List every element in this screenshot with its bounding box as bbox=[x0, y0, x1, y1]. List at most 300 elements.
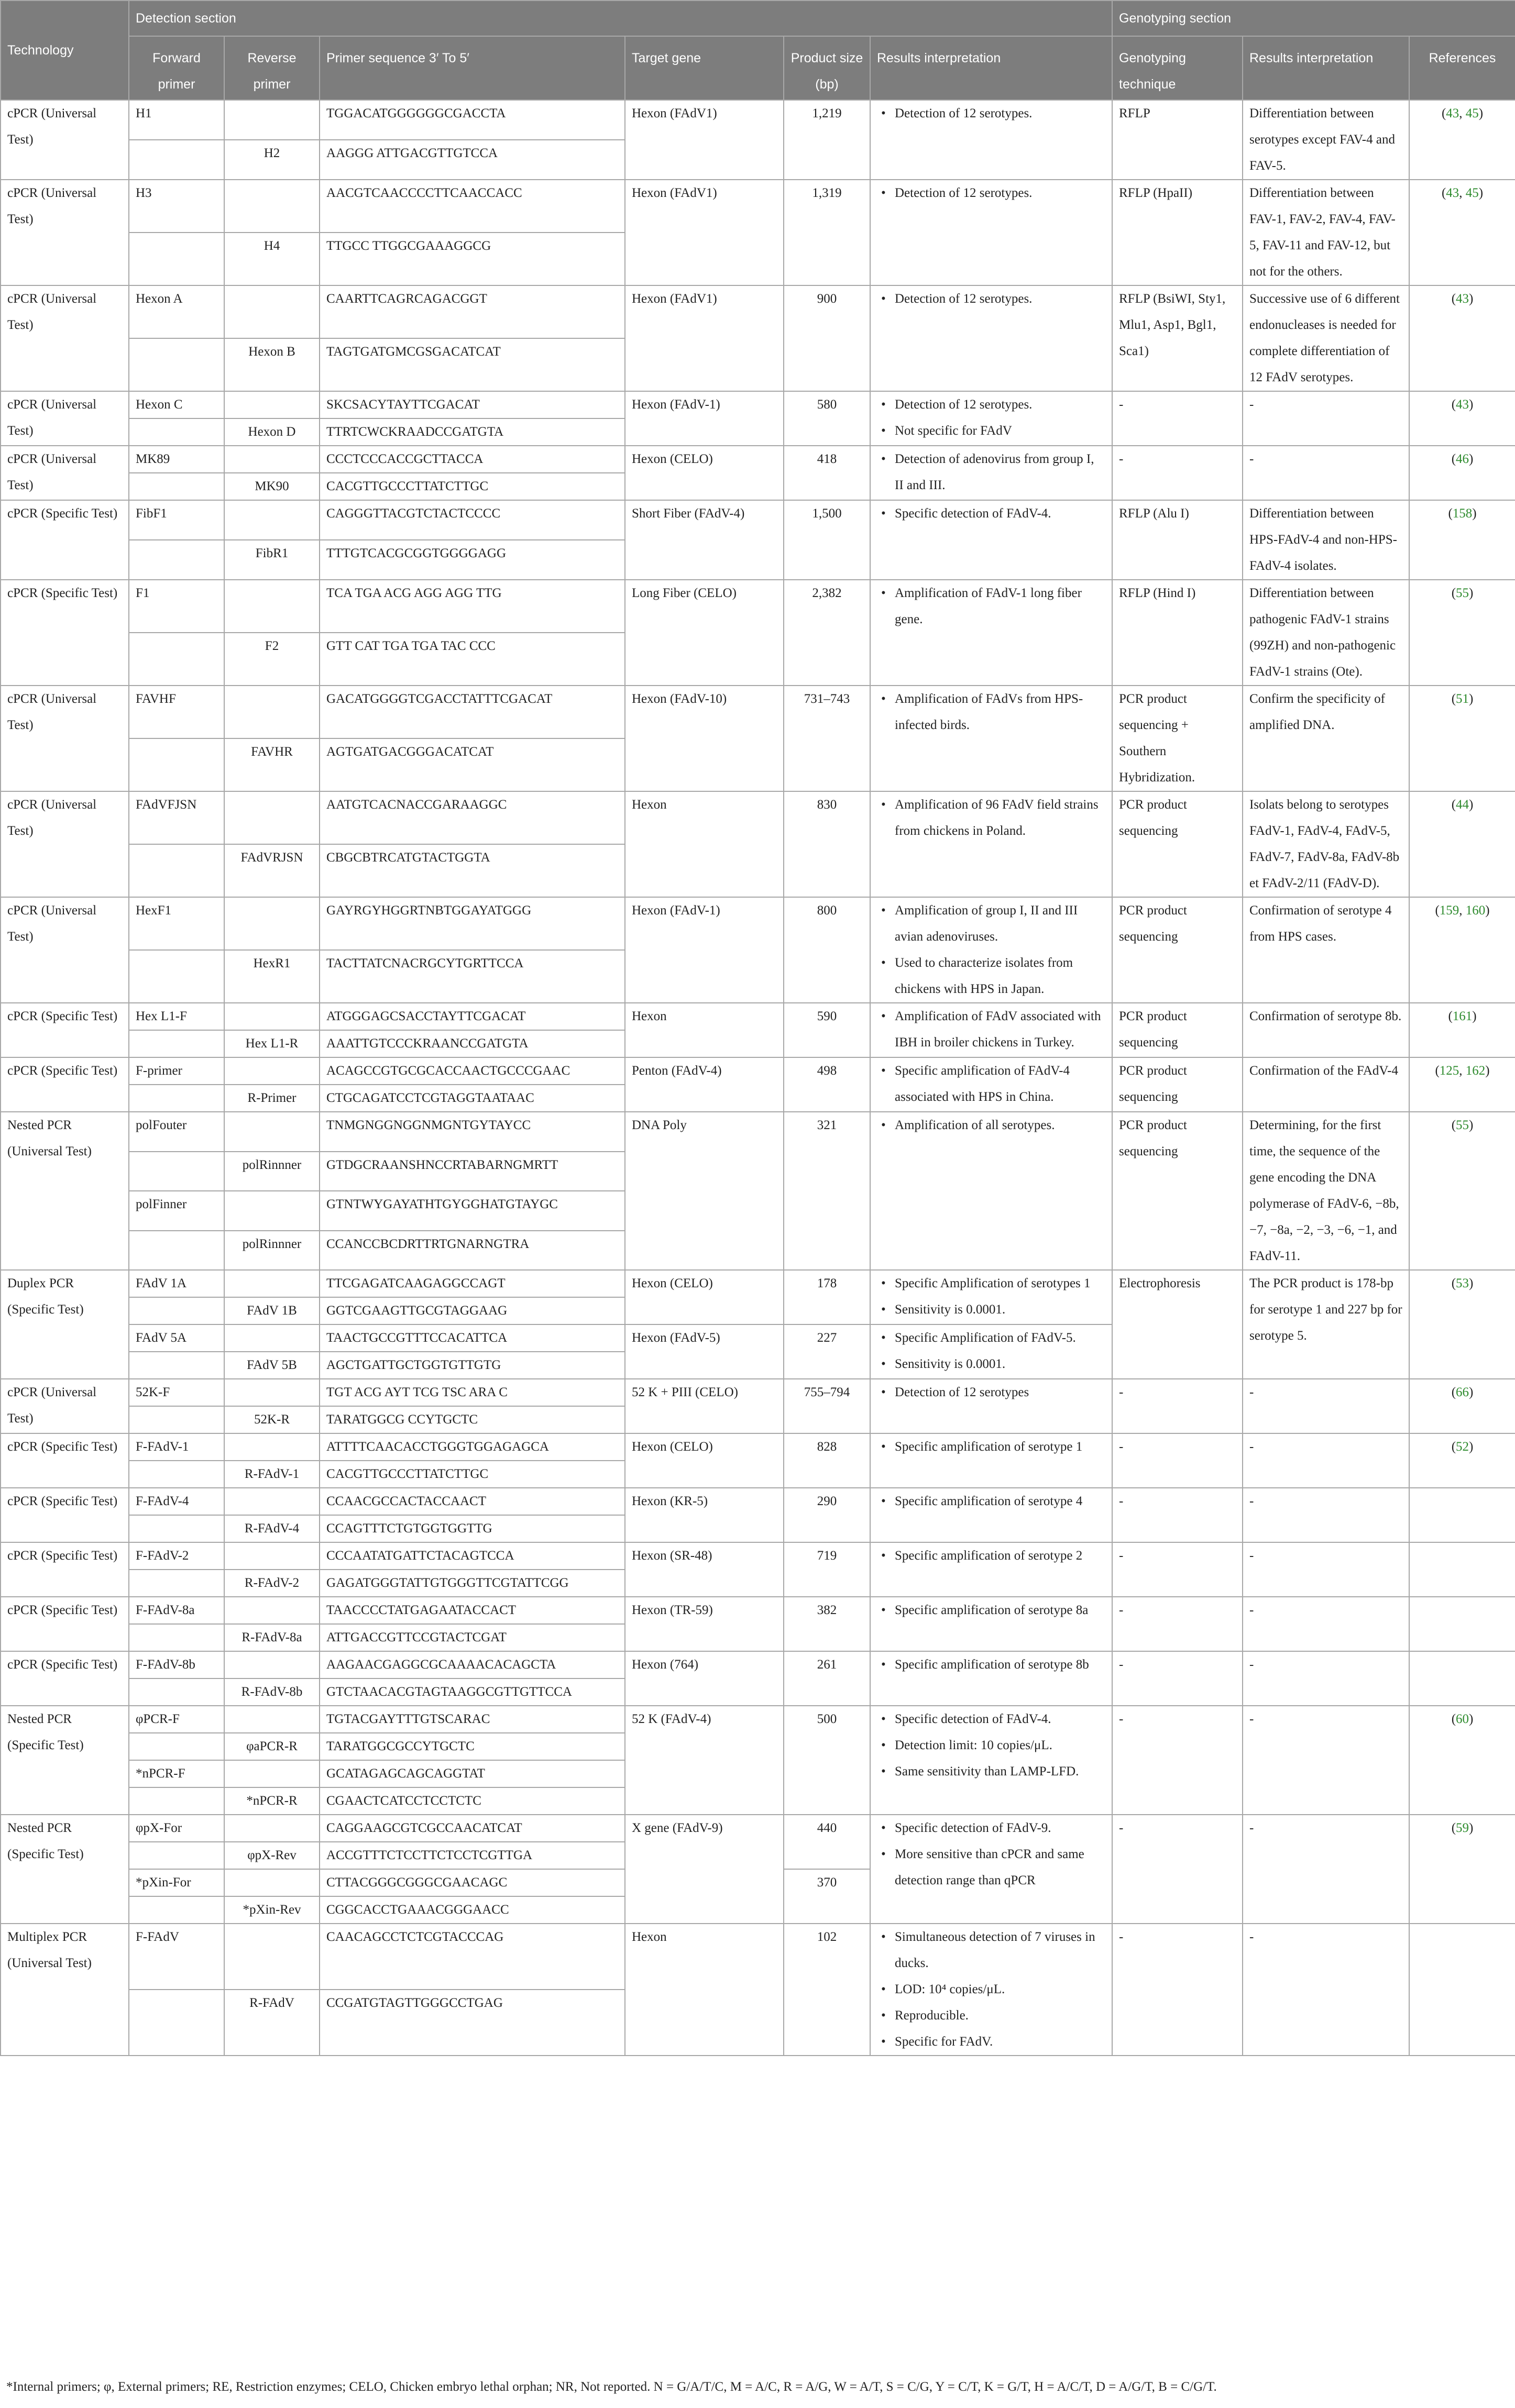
table-row bbox=[1, 1057, 1515, 1085]
target-gene: Hexon (FAdV-10) bbox=[625, 686, 784, 791]
references-cell bbox=[1409, 580, 1515, 686]
primer-sequence: CCCAATATGATTCTACAGTCCA bbox=[320, 1542, 625, 1570]
ref-open-paren: ( bbox=[1441, 106, 1446, 120]
ref-open-paren: ( bbox=[1451, 397, 1456, 412]
genotyping-results: Confirm the specificity of amplified DNA. bbox=[1243, 686, 1409, 791]
reverse-primer: polRinnner bbox=[224, 1231, 320, 1271]
forward-primer: H1 bbox=[129, 100, 224, 140]
reverse-primer: H2 bbox=[224, 140, 320, 180]
primer-sequence: CCCTCCCACCGCTTACCA bbox=[320, 446, 625, 473]
reverse-primer bbox=[224, 1597, 320, 1624]
primer-sequence: TTRTCWCKRAADCCGATGTA bbox=[320, 418, 625, 446]
reference-link[interactable]: 162 bbox=[1465, 1064, 1486, 1078]
reverse-primer bbox=[224, 1433, 320, 1461]
reverse-primer: R-FAdV bbox=[224, 1990, 320, 2056]
primer-sequence: ATTGACCGTTCCGTACTCGAT bbox=[320, 1624, 625, 1651]
forward-primer: *nPCR-F bbox=[129, 1760, 224, 1787]
reverse-primer: *nPCR-R bbox=[224, 1787, 320, 1815]
genotyping-results: - bbox=[1243, 1379, 1409, 1433]
references-cell bbox=[1409, 1057, 1515, 1112]
product-size: 500 bbox=[784, 1706, 870, 1815]
ref-open-paren: ( bbox=[1451, 798, 1456, 812]
references-cell bbox=[1409, 1597, 1515, 1651]
target-gene: Hexon (TR-59) bbox=[625, 1597, 784, 1651]
primer-sequence: GAYRGYHGGRTNBTGGAYATGGG bbox=[320, 897, 625, 950]
results-item: • Specific Amplification of FAdV-5. bbox=[877, 1325, 1105, 1351]
product-size: 321 bbox=[784, 1112, 870, 1270]
results-item: • Specific amplification of serotype 8b bbox=[877, 1652, 1105, 1678]
primer-sequence: CGAACTCATCCTCCTCTC bbox=[320, 1787, 625, 1815]
forward-primer: F-FAdV-1 bbox=[129, 1433, 224, 1461]
ref-close-paren: ) bbox=[1472, 1009, 1477, 1023]
references-cell bbox=[1409, 391, 1515, 446]
forward-primer bbox=[129, 1297, 224, 1324]
primer-sequence: AGCTGATTGCTGGTGTTGTG bbox=[320, 1352, 625, 1379]
table-row bbox=[1, 791, 1515, 844]
genotyping-technique: - bbox=[1112, 446, 1243, 500]
target-gene: DNA Poly bbox=[625, 1112, 784, 1270]
results-interpretation bbox=[870, 285, 1112, 391]
results-interpretation bbox=[870, 580, 1112, 686]
ref-open-paren: ( bbox=[1451, 1276, 1456, 1290]
reference-link[interactable]: 60 bbox=[1456, 1712, 1469, 1726]
primer-sequence: AAGAACGAGGCGCAAAACACAGCTA bbox=[320, 1651, 625, 1678]
reverse-primer: F2 bbox=[224, 633, 320, 686]
forward-primer bbox=[129, 540, 224, 580]
forward-primer bbox=[129, 1787, 224, 1815]
references-cell bbox=[1409, 1815, 1515, 1924]
genotyping-results: Confirmation of the FAdV-4 bbox=[1243, 1057, 1409, 1112]
genotyping-technique: - bbox=[1112, 1597, 1243, 1651]
results-item: • Amplification of FAdV associated with IBH in broiler chickens in Turkey. bbox=[877, 1003, 1105, 1056]
results-list bbox=[877, 1058, 1105, 1110]
results-item: • Not specific for FAdV bbox=[877, 418, 1105, 444]
reference-link[interactable]: 125 bbox=[1439, 1064, 1459, 1078]
forward-primer bbox=[129, 1152, 224, 1191]
references-cell bbox=[1409, 1003, 1515, 1057]
target-gene: Hexon bbox=[625, 791, 784, 897]
reverse-primer: R-Primer bbox=[224, 1085, 320, 1112]
table-row bbox=[1, 1488, 1515, 1515]
results-item: • Specific amplification of serotype 4 bbox=[877, 1488, 1105, 1515]
reverse-primer bbox=[224, 1057, 320, 1085]
results-list bbox=[877, 1112, 1105, 1139]
reverse-primer: Hexon D bbox=[224, 418, 320, 446]
results-interpretation bbox=[870, 1597, 1112, 1651]
reverse-primer bbox=[224, 100, 320, 140]
technology: Nested PCR (Specific Test) bbox=[1, 1706, 129, 1815]
results-item: • Amplification of group I, II and III avian adenoviruses. bbox=[877, 898, 1105, 950]
results-list bbox=[877, 501, 1105, 527]
product-size: 382 bbox=[784, 1597, 870, 1651]
primer-sequence: ATGGGAGCSACCTAYTTCGACAT bbox=[320, 1003, 625, 1030]
reference-link[interactable]: 55 bbox=[1456, 586, 1469, 600]
results-item: • LOD: 10⁴ copies/μL. bbox=[877, 1976, 1105, 2003]
genotyping-results: Isolats belong to serotypes FAdV-1, FAdV-4, FAdV-5, FAdV-7, FAdV-8a, FAdV-8b et FAdV-2/11 (FAdV-D). bbox=[1243, 791, 1409, 897]
header-product-size: Product size (bp) bbox=[784, 36, 870, 100]
reverse-primer bbox=[224, 1651, 320, 1678]
genotyping-results: - bbox=[1243, 446, 1409, 500]
genotyping-results: Determining, for the first time, the sequence of the gene encoding the DNA polymerase of FAdV-6, −8b, −7, −8a, −2, −3, −6, −1, and FAdV-11. bbox=[1243, 1112, 1409, 1270]
ref-separator: , bbox=[1459, 186, 1466, 200]
results-list bbox=[877, 1924, 1105, 2055]
product-size: 900 bbox=[784, 285, 870, 391]
genotyping-technique: RFLP (BsiWI, Sty1, Mlu1, Asp1, Bgl1, Sca1) bbox=[1112, 285, 1243, 391]
table-row bbox=[1, 180, 1515, 233]
product-size: 290 bbox=[784, 1488, 870, 1542]
primer-sequence: TAACTGCCGTTTCCACATTCA bbox=[320, 1324, 625, 1352]
product-size: 580 bbox=[784, 391, 870, 446]
primer-sequence: CAGGAAGCGTCGCCAACATCAT bbox=[320, 1815, 625, 1842]
product-size: 440 bbox=[784, 1815, 870, 1869]
technology: cPCR (Universal Test) bbox=[1, 391, 129, 446]
header-genotyping-section: Genotyping section bbox=[1112, 1, 1515, 36]
technology: cPCR (Universal Test) bbox=[1, 285, 129, 391]
primer-sequence: SKCSACYTAYTTCGACAT bbox=[320, 391, 625, 418]
reverse-primer bbox=[224, 791, 320, 844]
table-row bbox=[1, 1924, 1515, 1990]
genotyping-technique: RFLP (Alu I) bbox=[1112, 500, 1243, 580]
results-interpretation bbox=[870, 1542, 1112, 1597]
primer-sequence: GTDGCRAANSHNCCRTABARNGMRTT bbox=[320, 1152, 625, 1191]
results-item: • Specific amplification of serotype 1 bbox=[877, 1434, 1105, 1460]
technology: cPCR (Specific Test) bbox=[1, 1003, 129, 1057]
results-list bbox=[877, 446, 1105, 499]
reference-link[interactable]: 53 bbox=[1456, 1276, 1469, 1290]
references-cell bbox=[1409, 1651, 1515, 1706]
technology: cPCR (Universal Test) bbox=[1, 897, 129, 1003]
target-gene: X gene (FAdV-9) bbox=[625, 1815, 784, 1924]
target-gene: Hexon bbox=[625, 1924, 784, 2056]
forward-primer bbox=[129, 1733, 224, 1760]
ref-open-paren: ( bbox=[1451, 586, 1456, 600]
primer-sequence: TGTACGAYTTTGTSCARAC bbox=[320, 1706, 625, 1733]
technology: cPCR (Universal Test) bbox=[1, 1379, 129, 1433]
reverse-primer bbox=[224, 180, 320, 233]
forward-primer bbox=[129, 950, 224, 1003]
technology: cPCR (Universal Test) bbox=[1, 686, 129, 791]
target-gene: Hexon (FAdV1) bbox=[625, 100, 784, 180]
ref-open-paren: ( bbox=[1448, 506, 1453, 521]
reverse-primer: R-FAdV-4 bbox=[224, 1515, 320, 1542]
reference-link[interactable]: 52 bbox=[1456, 1440, 1469, 1454]
header-forward-primer: Forward primer bbox=[129, 36, 224, 100]
results-item: • Specific detection of FAdV-9. bbox=[877, 1815, 1105, 1841]
technology: cPCR (Universal Test) bbox=[1, 100, 129, 180]
table-row bbox=[1, 580, 1515, 633]
forward-primer: Hexon C bbox=[129, 391, 224, 418]
results-item: • Detection of 12 serotypes. bbox=[877, 101, 1105, 127]
header-references: References bbox=[1409, 36, 1515, 100]
results-interpretation bbox=[870, 1488, 1112, 1542]
results-item: • Specific amplification of serotype 8a bbox=[877, 1597, 1105, 1623]
reference-link[interactable]: 43 bbox=[1446, 106, 1459, 120]
forward-primer bbox=[129, 1678, 224, 1706]
results-list bbox=[877, 792, 1105, 844]
ref-close-paren: ) bbox=[1485, 1064, 1490, 1078]
ref-close-paren: ) bbox=[1469, 798, 1474, 812]
genotyping-technique: - bbox=[1112, 1433, 1243, 1488]
reference-link[interactable]: 159 bbox=[1439, 903, 1459, 918]
results-interpretation bbox=[870, 100, 1112, 180]
reverse-primer bbox=[224, 1270, 320, 1297]
primer-sequence: CAGGGTTACGTCTACTCCCC bbox=[320, 500, 625, 540]
forward-primer: F1 bbox=[129, 580, 224, 633]
reverse-primer: *pXin-Rev bbox=[224, 1896, 320, 1924]
primer-sequence: CACGTTGCCCTTATCTTGC bbox=[320, 1461, 625, 1488]
reverse-primer bbox=[224, 1760, 320, 1787]
ref-open-paren: ( bbox=[1451, 1821, 1456, 1835]
references-cell bbox=[1409, 897, 1515, 1003]
references-cell bbox=[1409, 1433, 1515, 1488]
reverse-primer bbox=[224, 1324, 320, 1352]
forward-primer: polFouter bbox=[129, 1112, 224, 1152]
results-item: • Specific for FAdV. bbox=[877, 2029, 1105, 2055]
table-row bbox=[1, 1651, 1515, 1678]
primer-sequence: TTGCC TTGGCGAAAGGCG bbox=[320, 233, 625, 285]
results-item: • Reproducible. bbox=[877, 2003, 1105, 2029]
results-item: • Detection of 12 serotypes bbox=[877, 1379, 1105, 1406]
reverse-primer bbox=[224, 1112, 320, 1152]
primer-sequence: TTTGTCACGCGGTGGGGAGG bbox=[320, 540, 625, 580]
reference-link[interactable]: 44 bbox=[1456, 798, 1469, 812]
table-row bbox=[1, 500, 1515, 540]
reference-link[interactable]: 45 bbox=[1465, 106, 1479, 120]
target-gene: Hexon (CELO) bbox=[625, 1270, 784, 1324]
results-interpretation bbox=[870, 500, 1112, 580]
genotyping-results: Differentiation between pathogenic FAdV-1 strains (99ZH) and non-pathogenic FAdV-1 strains (Ote). bbox=[1243, 580, 1409, 686]
primer-sequence: TTCGAGATCAAGAGGCCAGT bbox=[320, 1270, 625, 1297]
reverse-primer: φaPCR-R bbox=[224, 1733, 320, 1760]
product-size: 755–794 bbox=[784, 1379, 870, 1433]
primer-sequence: CCAGTTTCTGTGGTGGTTG bbox=[320, 1515, 625, 1542]
genotyping-technique: PCR product sequencing bbox=[1112, 897, 1243, 1003]
results-interpretation bbox=[870, 1324, 1112, 1379]
primer-sequence: CCGATGTAGTTGGGCCTGAG bbox=[320, 1990, 625, 2056]
table-row bbox=[1, 1270, 1515, 1297]
product-size: 800 bbox=[784, 897, 870, 1003]
table-row bbox=[1, 391, 1515, 418]
genotyping-technique: RFLP (HpaII) bbox=[1112, 180, 1243, 285]
forward-primer bbox=[129, 1461, 224, 1488]
genotyping-results: - bbox=[1243, 391, 1409, 446]
genotyping-technique: PCR product sequencing + Southern Hybridization. bbox=[1112, 686, 1243, 791]
table-row bbox=[1, 1379, 1515, 1406]
primer-sequence: GTT CAT TGA TGA TAC CCC bbox=[320, 633, 625, 686]
forward-primer: F-FAdV-8b bbox=[129, 1651, 224, 1678]
primer-sequence: GGTCGAAGTTGCGTAGGAAG bbox=[320, 1297, 625, 1324]
reference-link[interactable]: 66 bbox=[1456, 1385, 1469, 1399]
results-interpretation bbox=[870, 1815, 1112, 1924]
reference-link[interactable]: 46 bbox=[1456, 452, 1469, 466]
technology: Multiplex PCR (Universal Test) bbox=[1, 1924, 129, 2056]
product-size: 719 bbox=[784, 1542, 870, 1597]
genotyping-technique: - bbox=[1112, 391, 1243, 446]
product-size: 261 bbox=[784, 1651, 870, 1706]
references-cell bbox=[1409, 1112, 1515, 1270]
ref-open-paren: ( bbox=[1435, 903, 1440, 918]
primer-sequence: CCAACGCCACTACCAACT bbox=[320, 1488, 625, 1515]
reverse-primer bbox=[224, 897, 320, 950]
reference-link[interactable]: 55 bbox=[1456, 1118, 1469, 1132]
ref-close-paren: ) bbox=[1485, 903, 1490, 918]
ref-separator: , bbox=[1459, 903, 1466, 918]
reverse-primer bbox=[224, 1706, 320, 1733]
table-footnote: *Internal primers; φ, External primers; RE, Restriction enzymes; CELO, Chicken embryo lethal orphan; NR, Not reported. N = G/A/T/C, M = A/C, R = A/G, W = A/T, S = C/G, Y = C/T, K = G/T, H = A/C/T, D = A/G/T, B = C/G/T. bbox=[6, 2380, 1217, 2394]
reverse-primer bbox=[224, 1869, 320, 1896]
results-list bbox=[877, 1815, 1105, 1894]
forward-primer bbox=[129, 473, 224, 500]
results-item: • Specific detection of FAdV-4. bbox=[877, 1706, 1105, 1732]
reference-link[interactable]: 59 bbox=[1456, 1821, 1469, 1835]
target-gene: Long Fiber (CELO) bbox=[625, 580, 784, 686]
forward-primer: 52K-F bbox=[129, 1379, 224, 1406]
genotyping-technique: Electrophoresis bbox=[1112, 1270, 1243, 1379]
reverse-primer: Hexon B bbox=[224, 338, 320, 391]
table-body bbox=[1, 100, 1515, 2056]
ref-close-paren: ) bbox=[1469, 692, 1474, 706]
header-primer-sequence: Primer sequence 3′ To 5′ bbox=[320, 36, 625, 100]
results-interpretation bbox=[870, 446, 1112, 500]
results-item: • Detection of 12 serotypes. bbox=[877, 286, 1105, 312]
forward-primer bbox=[129, 140, 224, 180]
forward-primer bbox=[129, 418, 224, 446]
reference-link[interactable]: 158 bbox=[1452, 506, 1473, 521]
table-row bbox=[1, 1815, 1515, 1842]
forward-primer bbox=[129, 1231, 224, 1271]
genotyping-technique: - bbox=[1112, 1488, 1243, 1542]
primer-sequence: CACGTTGCCCTTATCTTGC bbox=[320, 473, 625, 500]
reverse-primer: MK90 bbox=[224, 473, 320, 500]
results-interpretation bbox=[870, 1379, 1112, 1433]
ref-close-paren: ) bbox=[1469, 1276, 1474, 1290]
genotyping-results: - bbox=[1243, 1924, 1409, 2056]
genotyping-technique: RFLP (Hind I) bbox=[1112, 580, 1243, 686]
reverse-primer: R-FAdV-8a bbox=[224, 1624, 320, 1651]
primer-sequence: GTNTWYGAYATHTGYGGHATGTAYGC bbox=[320, 1191, 625, 1231]
primer-sequence: TGGACATGGGGGGCGACCTA bbox=[320, 100, 625, 140]
reverse-primer bbox=[224, 285, 320, 338]
results-list bbox=[877, 580, 1105, 633]
primer-sequence: GACATGGGGTCGACCTATTTCGACAT bbox=[320, 686, 625, 738]
table-row bbox=[1, 100, 1515, 140]
reverse-primer bbox=[224, 1815, 320, 1842]
forward-primer: H3 bbox=[129, 180, 224, 233]
forward-primer bbox=[129, 1030, 224, 1057]
primer-sequence: TARATGGCG CCYTGCTC bbox=[320, 1406, 625, 1433]
product-size: 590 bbox=[784, 1003, 870, 1057]
primer-sequence: CTTACGGGCGGGCGAACAGC bbox=[320, 1869, 625, 1896]
forward-primer: HexF1 bbox=[129, 897, 224, 950]
forward-primer bbox=[129, 1896, 224, 1924]
product-size: 1,219 bbox=[784, 100, 870, 180]
technology: cPCR (Universal Test) bbox=[1, 180, 129, 285]
header-results-interpretation: Results interpretation bbox=[870, 36, 1112, 100]
references-cell bbox=[1409, 285, 1515, 391]
primer-sequence: AAGGG ATTGACGTTGTCCA bbox=[320, 140, 625, 180]
references-cell bbox=[1409, 500, 1515, 580]
technology: cPCR (Specific Test) bbox=[1, 1597, 129, 1651]
product-size: 731–743 bbox=[784, 686, 870, 791]
results-item: • Sensitivity is 0.0001. bbox=[877, 1297, 1105, 1323]
forward-primer bbox=[129, 1515, 224, 1542]
genotyping-results: Differentiation between serotypes except FAV-4 and FAV-5. bbox=[1243, 100, 1409, 180]
primer-sequence: CBGCBTRCATGTACTGGTA bbox=[320, 844, 625, 897]
results-item: • Amplification of FAdVs from HPS-infected birds. bbox=[877, 686, 1105, 738]
results-interpretation bbox=[870, 1924, 1112, 2056]
results-list bbox=[877, 286, 1105, 312]
technology: Nested PCR (Specific Test) bbox=[1, 1815, 129, 1924]
technology: cPCR (Specific Test) bbox=[1, 500, 129, 580]
ref-open-paren: ( bbox=[1451, 1440, 1456, 1454]
target-gene: Hexon (KR-5) bbox=[625, 1488, 784, 1542]
target-gene: Hexon (SR-48) bbox=[625, 1542, 784, 1597]
primer-sequence: CGGCACCTGAAACGGGAACC bbox=[320, 1896, 625, 1924]
references-cell bbox=[1409, 1379, 1515, 1433]
reference-link[interactable]: 160 bbox=[1465, 903, 1486, 918]
reference-link[interactable]: 43 bbox=[1456, 397, 1469, 412]
product-size: 102 bbox=[784, 1924, 870, 2056]
forward-primer bbox=[129, 1624, 224, 1651]
forward-primer: φpX-For bbox=[129, 1815, 224, 1842]
reverse-primer: FAdV 1B bbox=[224, 1297, 320, 1324]
ref-open-paren: ( bbox=[1451, 1118, 1456, 1132]
results-list bbox=[877, 1597, 1105, 1623]
references-cell bbox=[1409, 1488, 1515, 1542]
primer-sequence: TAGTGATGMCGSGACATCAT bbox=[320, 338, 625, 391]
technology: cPCR (Universal Test) bbox=[1, 791, 129, 897]
ref-close-paren: ) bbox=[1469, 586, 1474, 600]
results-interpretation bbox=[870, 391, 1112, 446]
ref-separator: , bbox=[1459, 106, 1466, 120]
technology: cPCR (Specific Test) bbox=[1, 1433, 129, 1488]
reference-link[interactable]: 43 bbox=[1456, 292, 1469, 306]
results-interpretation bbox=[870, 791, 1112, 897]
genotyping-results: - bbox=[1243, 1542, 1409, 1597]
ref-close-paren: ) bbox=[1469, 1118, 1474, 1132]
technology: cPCR (Specific Test) bbox=[1, 580, 129, 686]
genotyping-results: Successive use of 6 different endonucleases is needed for complete differentiation of 12 FAdV serotypes. bbox=[1243, 285, 1409, 391]
header-genotyping-results: Results interpretation bbox=[1243, 36, 1409, 100]
target-gene: Short Fiber (FAdV-4) bbox=[625, 500, 784, 580]
reference-link[interactable]: 51 bbox=[1456, 692, 1469, 706]
reverse-primer: FAdVRJSN bbox=[224, 844, 320, 897]
genotyping-results: - bbox=[1243, 1433, 1409, 1488]
ref-close-paren: ) bbox=[1469, 1440, 1474, 1454]
reference-link[interactable]: 161 bbox=[1452, 1009, 1473, 1023]
genotyping-results: Confirmation of serotype 4 from HPS cases. bbox=[1243, 897, 1409, 1003]
table-row bbox=[1, 1003, 1515, 1030]
results-list bbox=[877, 1003, 1105, 1056]
target-gene: Hexon (FAdV-5) bbox=[625, 1324, 784, 1379]
primer-sequence: CAARTTCAGRCAGACGGT bbox=[320, 285, 625, 338]
primer-sequence: AAATTGTCCCKRAANCCGATGTA bbox=[320, 1030, 625, 1057]
results-interpretation bbox=[870, 180, 1112, 285]
results-list bbox=[877, 686, 1105, 738]
results-item: • Used to characterize isolates from chickens with HPS in Japan. bbox=[877, 950, 1105, 1002]
table-row bbox=[1, 1542, 1515, 1570]
genotyping-technique: RFLP bbox=[1112, 100, 1243, 180]
forward-primer: FAVHF bbox=[129, 686, 224, 738]
genotyping-technique: - bbox=[1112, 1706, 1243, 1815]
product-size: 828 bbox=[784, 1433, 870, 1488]
references-cell bbox=[1409, 1542, 1515, 1597]
reference-link[interactable]: 43 bbox=[1446, 186, 1459, 200]
ref-close-paren: ) bbox=[1478, 186, 1484, 200]
target-gene: Hexon (FAdV-1) bbox=[625, 897, 784, 1003]
reference-link[interactable]: 45 bbox=[1465, 186, 1479, 200]
target-gene: Hexon (CELO) bbox=[625, 1433, 784, 1488]
